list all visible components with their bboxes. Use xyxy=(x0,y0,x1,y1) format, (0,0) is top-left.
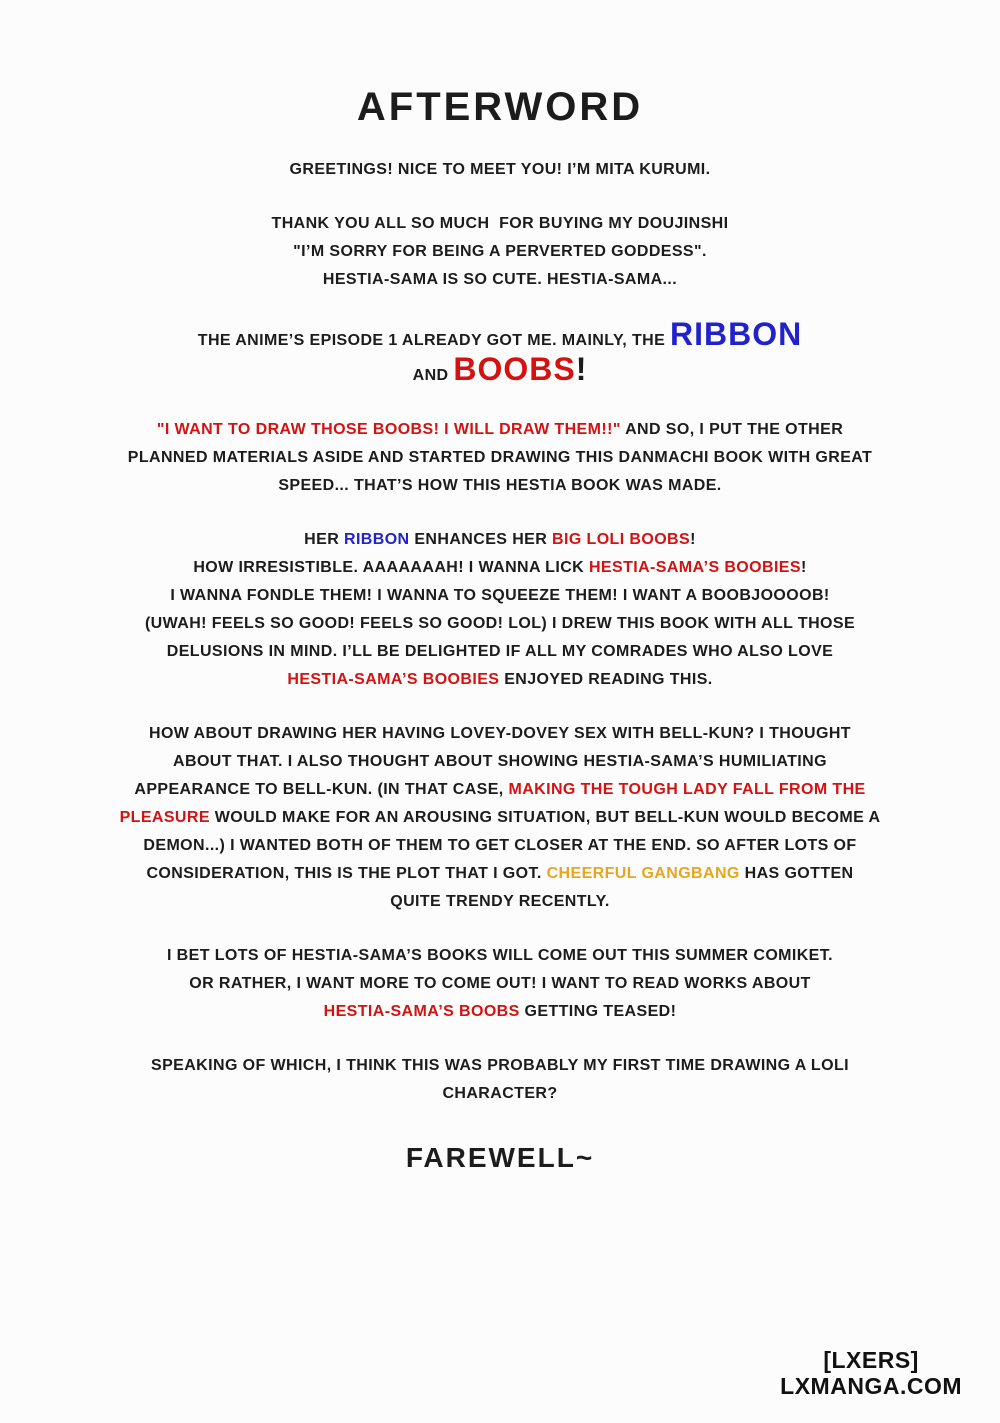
body-text: AND xyxy=(412,367,454,384)
body-text: AND SO, I PUT THE OTHER xyxy=(620,421,844,438)
text-line xyxy=(50,351,950,390)
body-text: SPEED... THAT’S HOW THIS HESTIA BOOK WAS MADE. xyxy=(278,477,722,494)
farewell-text: FAREWELL~ xyxy=(405,1142,595,1173)
body-text: ! xyxy=(690,531,696,548)
body-text: DEMON...) I WANTED BOTH OF THEM TO GET CLOSER AT THE END. SO AFTER LOTS OF xyxy=(143,837,857,854)
highlighted-text: PLEASURE xyxy=(119,809,210,826)
page-title: AFTERWORD xyxy=(356,85,644,129)
text-line xyxy=(50,526,950,554)
text-line xyxy=(50,666,950,694)
body-text: ENJOYED READING THIS. xyxy=(499,671,713,688)
paragraph-plot-consideration xyxy=(50,720,950,916)
text-line xyxy=(50,472,950,500)
highlighted-text: BIG LOLI BOOBS xyxy=(552,531,691,548)
text-line xyxy=(50,582,950,610)
paragraph-thanks xyxy=(50,210,950,294)
body-text: GETTING TEASED! xyxy=(519,1003,677,1020)
body-text: HESTIA-SAMA IS SO CUTE. HESTIA-SAMA... xyxy=(322,271,678,288)
body-text: PLANNED MATERIALS ASIDE AND STARTED DRAWING THIS DANMACHI BOOK WITH GREAT xyxy=(127,449,873,466)
text-line xyxy=(50,156,950,184)
text-line xyxy=(50,860,950,888)
translator-group-tag: [LXERS] xyxy=(823,1347,919,1373)
body-text: ENHANCES HER xyxy=(409,531,553,548)
body-text: I BET LOTS OF HESTIA-SAMA’S BOOKS WILL COME OUT THIS SUMMER COMIKET. xyxy=(166,947,834,964)
body-text: APPEARANCE TO BELL-KUN. (IN THAT CASE, xyxy=(134,781,509,798)
body-text: (UWAH! FEELS SO GOOD! FEELS SO GOOD! LOL) I DREW THIS BOOK WITH ALL THOSE xyxy=(144,615,856,632)
highlighted-text: RIBBON xyxy=(344,531,410,548)
text-line xyxy=(50,1052,950,1080)
highlighted-text: HESTIA-SAMA’S BOOBIES xyxy=(588,559,801,576)
body-text: THE ANIME’S EPISODE 1 ALREADY GOT ME. MAINLY, THE xyxy=(197,332,670,349)
text-line xyxy=(50,416,950,444)
text-line xyxy=(50,970,950,998)
highlighted-text: "I WANT TO DRAW THOSE BOOBS! I WILL DRAW THEM!!" xyxy=(156,421,621,438)
text-line xyxy=(50,998,950,1026)
text-line xyxy=(50,444,950,472)
afterword-body xyxy=(50,156,950,1108)
text-line xyxy=(50,638,950,666)
body-text: "I’M SORRY FOR BEING A PERVERTED GODDESS". xyxy=(293,243,707,260)
body-text: ABOUT THAT. I ALSO THOUGHT ABOUT SHOWING HESTIA-SAMA’S HUMILIATING xyxy=(173,753,827,770)
body-text: HAS GOTTEN xyxy=(739,865,854,882)
text-line xyxy=(50,888,950,916)
body-text: HOW ABOUT DRAWING HER HAVING LOVEY-DOVEY SEX WITH BELL-KUN? I THOUGHT xyxy=(149,725,851,742)
text-line xyxy=(50,942,950,970)
text-line xyxy=(50,1080,950,1108)
text-line xyxy=(50,554,950,582)
body-text: DELUSIONS IN MIND. I’LL BE DELIGHTED IF ALL MY COMRADES WHO ALSO LOVE xyxy=(166,643,834,660)
text-line xyxy=(50,804,950,832)
highlighted-text: BOOBS xyxy=(453,351,576,387)
text-line xyxy=(50,610,950,638)
body-text: WOULD MAKE FOR AN AROUSING SITUATION, BUT BELL-KUN WOULD BECOME A xyxy=(209,809,881,826)
text-line xyxy=(50,748,950,776)
highlighted-text: HESTIA-SAMA’S BOOBIES xyxy=(287,671,500,688)
body-text: CONSIDERATION, THIS IS THE PLOT THAT I GOT. xyxy=(146,865,547,882)
body-text: OR RATHER, I WANT MORE TO COME OUT! I WANT TO READ WORKS ABOUT xyxy=(189,975,811,992)
highlighted-text: CHEERFUL GANGBANG xyxy=(546,865,740,882)
text-line xyxy=(50,776,950,804)
paragraph-ribbon-delusions xyxy=(50,526,950,694)
paragraph-first-loli xyxy=(50,1052,950,1108)
body-text: SPEAKING OF WHICH, I THINK THIS WAS PROBABLY MY FIRST TIME DRAWING A LOLI xyxy=(151,1057,849,1074)
body-text: HOW IRRESISTIBLE. AAAAAAAH! I WANNA LICK xyxy=(193,559,589,576)
paragraph-drawing-resolve xyxy=(50,416,950,500)
translator-watermark xyxy=(780,1347,962,1399)
paragraph-anime xyxy=(50,316,950,390)
body-text: GREETINGS! NICE TO MEET YOU! I’M MITA KURUMI. xyxy=(289,161,711,178)
text-line xyxy=(50,832,950,860)
text-line xyxy=(50,720,950,748)
text-line xyxy=(50,210,950,238)
paragraph-greeting xyxy=(50,156,950,184)
text-line xyxy=(50,266,950,294)
body-text: ! xyxy=(575,351,588,387)
translator-site: LXMANGA.COM xyxy=(780,1373,962,1399)
body-text: QUITE TRENDY RECENTLY. xyxy=(390,893,610,910)
body-text: THANK YOU ALL SO MUCH FOR BUYING MY DOUJINSHI xyxy=(271,215,729,232)
body-text: CHARACTER? xyxy=(442,1085,558,1102)
highlighted-text: RIBBON xyxy=(670,316,803,352)
body-text: HER xyxy=(304,531,344,548)
paragraph-comiket xyxy=(50,942,950,1026)
text-line xyxy=(50,238,950,266)
text-line xyxy=(50,316,950,355)
highlighted-text: HESTIA-SAMA’S BOOBS xyxy=(323,1003,520,1020)
highlighted-text: MAKING THE TOUGH LADY FALL FROM THE xyxy=(508,781,866,798)
body-text: ! xyxy=(800,559,807,576)
body-text: I WANNA FONDLE THEM! I WANNA TO SQUEEZE THEM! I WANT A BOOBJOOOOB! xyxy=(170,587,830,604)
